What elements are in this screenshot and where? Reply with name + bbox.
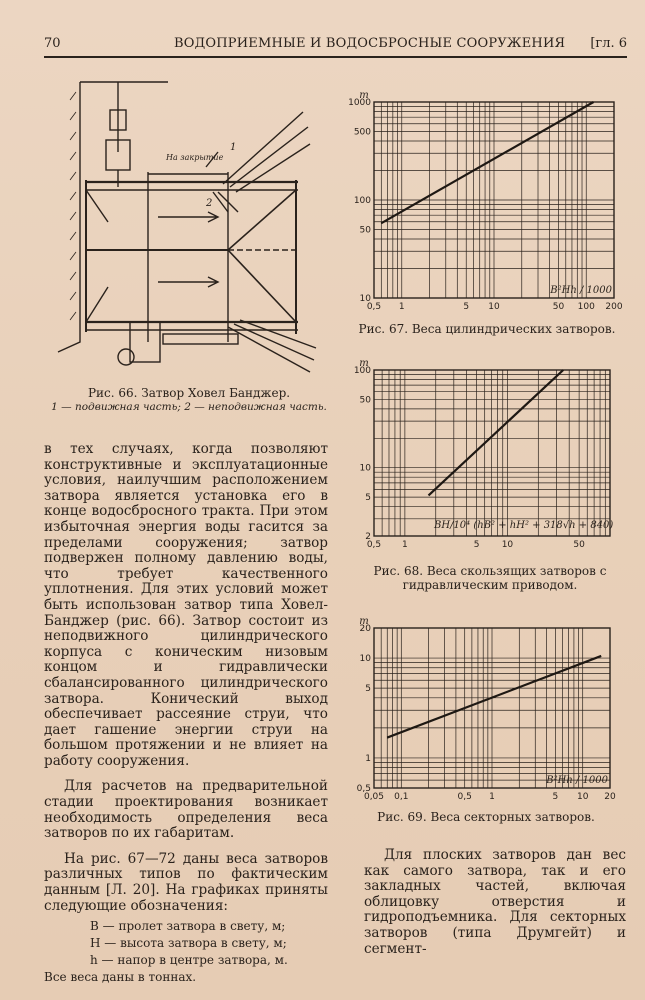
x-axis-label: B²Hh / 1000 <box>550 285 612 296</box>
x-tick-label: 100 <box>577 302 595 312</box>
y-tick-label: 10 <box>359 654 371 665</box>
fig66-label-2: 2 <box>206 198 213 209</box>
right-paragraph-1: Для плоских затворов дан вес как самого затвора, так и его закладных частей, включая облицовку отверстия и гидроподъемника. Для секторных затворов (типа Друмгейт) и сегмент- <box>364 847 626 957</box>
chart-grid <box>374 628 610 788</box>
x-tick-label: 0,5 <box>366 540 382 550</box>
y-tick-label: 10 <box>359 463 371 474</box>
left-paragraph-2: Для расчетов на предварительной стадии проектирования возникает необходимость определения веса затворов по их габаритам. <box>44 778 328 842</box>
left-column <box>44 442 328 986</box>
y-tick-label: 100 <box>353 366 371 376</box>
fig68-caption: Рис. 68. Веса скользящих затворов с гидравлическим приводом. <box>373 564 607 592</box>
chart-grid <box>374 370 610 536</box>
def-hc: h — напор в центре затвора, м. <box>90 953 288 968</box>
y-axis-label: т <box>359 358 369 369</box>
left-paragraph-3: На рис. 67—72 даны веса затворов различных типов по фактическим данным [Л. 20]. На графиках приняты следующие обозначения: <box>44 850 328 914</box>
left-paragraph-4: Все веса даны в тоннах. <box>44 970 197 985</box>
x-tick-label: 200 <box>605 302 623 312</box>
y-tick-label: 20 <box>359 624 371 634</box>
x-tick-label: 0,05 <box>363 792 385 802</box>
fig66-label-1: 1 <box>230 142 237 153</box>
fig68-chart <box>338 354 628 554</box>
x-tick-label: 0,5 <box>457 792 472 802</box>
x-tick-label: 50 <box>573 540 585 550</box>
x-tick-label: 50 <box>552 302 565 312</box>
y-tick-label: 2 <box>365 532 371 542</box>
x-tick-label: 0,5 <box>366 302 382 312</box>
y-tick-label: 50 <box>359 225 371 236</box>
fig66-legend: 1 — подвижная часть; 2 — неподвижная часть. <box>51 401 327 413</box>
chart-frame <box>374 370 610 536</box>
fig66-drawing <box>48 72 338 382</box>
y-axis-label: т <box>359 90 369 101</box>
y-axis-label: т <box>359 616 369 627</box>
x-axis-label: BH/10⁴ (hB² + hH² + 318√h + 840) <box>434 520 614 531</box>
fig67-caption: Рис. 67. Веса цилиндрических затворов. <box>358 322 616 336</box>
running-title: ВОДОПРИЕМНЫЕ И ВОДОСБРОСНЫЕ СООРУЖЕНИЯ <box>174 36 566 51</box>
left-paragraph-1: в тех случаях, когда позволяют конструктивные и эксплуатационные условия, наилучшим расположением затвора является установка его в конце водосбросного тракта. При этом избыточная энергия воды гасится за пределами сооружения; затвор подвержен полному давлению воды, что требует качественного уплотнения. Для этих условий может быть использован затвор типа Ховел-Банджер (рис. 66). Затвор состоит из неподвижного цилиндрического корпуса с коническим низовым концом и гидравлически сбалансированного цилиндрического затвора. Конический выход обеспечивает рассеяние струи, что дает гашение энергии струи на большом протяжении и не влияет на работу сооружения. <box>44 441 328 769</box>
x-tick-label: 5 <box>473 540 480 550</box>
y-tick-label: 1000 <box>348 98 371 108</box>
chart-grid <box>374 102 614 298</box>
x-tick-label: 0,1 <box>394 792 409 802</box>
definitions-list <box>44 918 328 969</box>
fig67-chart <box>338 88 628 316</box>
y-tick-label: 50 <box>359 395 371 406</box>
y-tick-label: 100 <box>353 196 371 206</box>
x-tick-label: 5 <box>463 302 470 312</box>
fig66-caption: Рис. 66. Затвор Ховел Банджер. <box>87 386 291 400</box>
right-column <box>364 848 626 957</box>
x-tick-label: 10 <box>501 540 514 550</box>
y-tick-label: 0,5 <box>356 784 371 794</box>
series-line <box>387 656 601 738</box>
fig69-chart <box>338 614 628 806</box>
y-tick-label: 1 <box>365 753 371 764</box>
page-number: 70 <box>44 36 61 51</box>
series-line <box>381 102 593 223</box>
y-tick-label: 5 <box>365 684 371 695</box>
x-tick-label: 1 <box>489 792 495 802</box>
fig66-label-closed: На закрытие <box>166 153 224 162</box>
fig69-caption: Рис. 69. Веса секторных затворов. <box>377 810 595 824</box>
header-rule <box>44 56 627 58</box>
y-tick-label: 5 <box>365 493 371 504</box>
x-tick-label: 10 <box>488 302 500 312</box>
y-tick-label: 500 <box>353 127 371 138</box>
x-tick-label: 1 <box>402 540 408 550</box>
x-tick-label: 1 <box>398 302 405 312</box>
series-line <box>429 370 564 495</box>
chapter-marker: [гл. 6 <box>590 36 627 51</box>
x-tick-label: 5 <box>552 792 559 802</box>
def-h: H — высота затвора в свету, м; <box>90 936 287 951</box>
def-b: B — пролет затвора в свету, м; <box>90 919 286 934</box>
running-header <box>44 36 627 54</box>
x-tick-label: 20 <box>604 792 616 802</box>
y-tick-label: 10 <box>359 294 371 304</box>
x-tick-label: 10 <box>576 792 589 802</box>
fig66-caption-block <box>44 386 334 414</box>
x-axis-label: B²Hh / 1000 <box>546 775 608 786</box>
